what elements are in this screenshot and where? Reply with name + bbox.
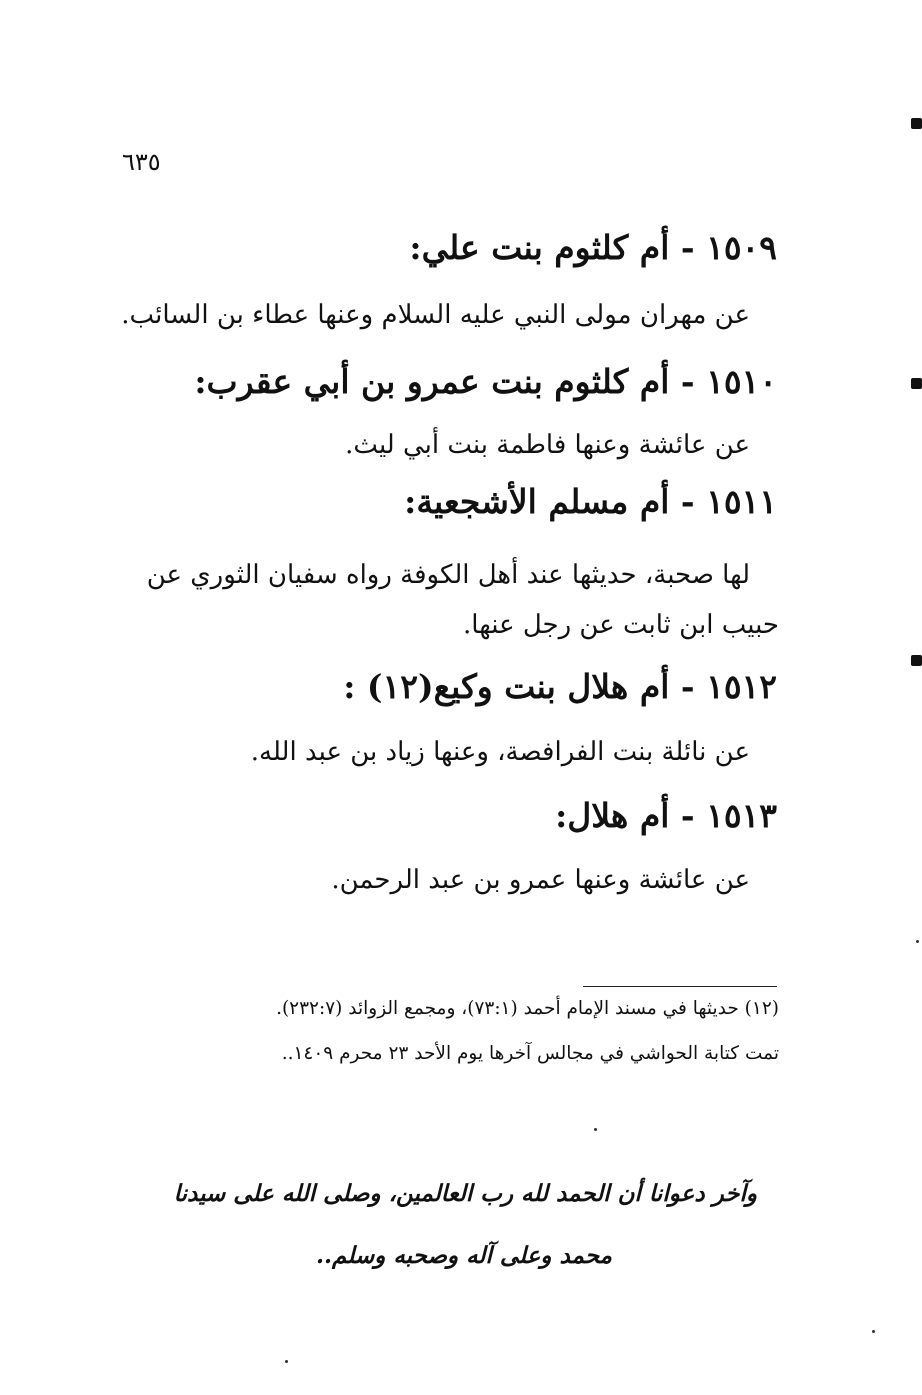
- closing-line: وآخر دعوانا أن الحمد لله رب العالمين، وصلى الله على سيدنا: [173, 1180, 757, 1207]
- scan-speck: [285, 1360, 288, 1363]
- scan-mark: [911, 118, 922, 129]
- entry-text: حبيب ابن ثابت عن رجل عنها.: [463, 610, 779, 640]
- entry-heading: ١٥١٠ - أم كلثوم بنت عمرو بن أبي عقرب:: [194, 362, 777, 401]
- scan-speck: [594, 1128, 597, 1131]
- entry-text: عن مهران مولى النبي عليه السلام وعنها عطاء بن السائب.: [121, 300, 750, 330]
- entry-text: عن نائلة بنت الفرافصة، وعنها زياد بن عبد الله.: [250, 737, 750, 767]
- entry-text: عن عائشة وعنها عمرو بن عبد الرحمن.: [331, 865, 750, 895]
- entry-heading: ١٥١٣ - أم هلال:: [555, 796, 777, 835]
- footnote: (١٢) حديثها في مسند الإمام أحمد (٧٣:١)، ومجمع الزوائد (٢٣٢:٧).: [276, 998, 779, 1019]
- scan-speck: [916, 940, 919, 943]
- footnote: تمت كتابة الحواشي في مجالس آخرها يوم الأحد ٢٣ محرم ١٤٠٩..: [281, 1043, 779, 1064]
- page-number: ٦٣٥: [122, 148, 161, 176]
- scan-mark: [911, 655, 922, 666]
- entry-text: عن عائشة وعنها فاطمة بنت أبي ليث.: [345, 430, 750, 460]
- closing-line: محمد وعلى آله وصحبه وسلم..: [316, 1242, 612, 1269]
- entry-heading: ١٥٠٩ - أم كلثوم بنت علي:: [409, 228, 777, 267]
- scan-speck: [872, 1330, 875, 1333]
- footnote-separator: [583, 986, 777, 987]
- entry-heading: ١٥١١ - أم مسلم الأشجعية:: [404, 482, 777, 521]
- entry-text: لها صحبة، حديثها عند أهل الكوفة رواه سفيان الثوري عن: [146, 560, 750, 590]
- scan-mark: [911, 378, 922, 389]
- entry-heading: ١٥١٢ - أم هلال بنت وكيع(١٢) :: [343, 667, 777, 706]
